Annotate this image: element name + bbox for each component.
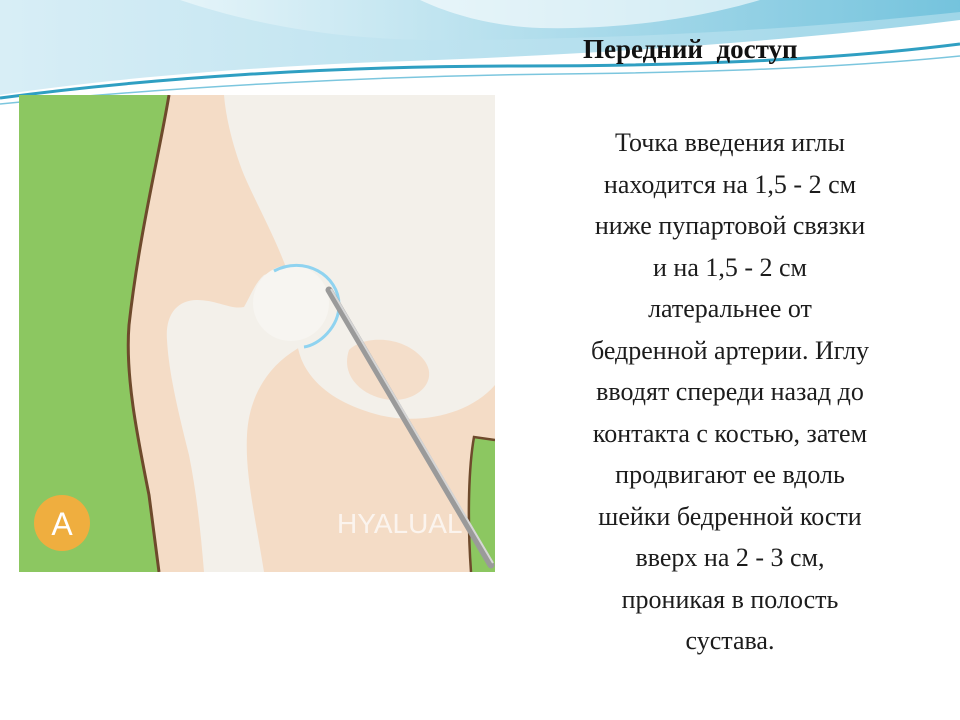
body-text-line: бедренной артерии. Иглу — [590, 335, 870, 365]
body-text-line: находится на 1,5 - 2 см — [603, 169, 857, 199]
slide-title: Передний доступ — [583, 34, 798, 64]
hip-joint-illustration — [19, 95, 495, 572]
femoral-head — [253, 265, 329, 341]
body-text-line: сустава. — [685, 626, 775, 655]
hip-joint-drawing — [19, 95, 495, 572]
badge-letter: A — [51, 506, 73, 542]
body-text-line: латеральнее от — [648, 294, 812, 323]
body-text-line: вводят спереди назад до — [596, 377, 864, 406]
body-text-line: продвигают ее вдоль — [615, 460, 845, 489]
body-text-line: Точка введения иглы — [615, 128, 845, 157]
body-text-line: шейки бедренной кости — [598, 501, 862, 531]
body-text-line: контакта с костью, затем — [592, 418, 868, 448]
body-text-line: вверх на 2 - 3 см, — [635, 543, 825, 572]
body-text-line: и на 1,5 - 2 см — [652, 252, 808, 282]
watermark-logo: HYALUAL — [337, 508, 463, 539]
body-text-line: проникая в полость — [621, 584, 839, 614]
body-text-line: ниже пупартовой связки — [594, 211, 866, 240]
body-text — [520, 122, 940, 662]
